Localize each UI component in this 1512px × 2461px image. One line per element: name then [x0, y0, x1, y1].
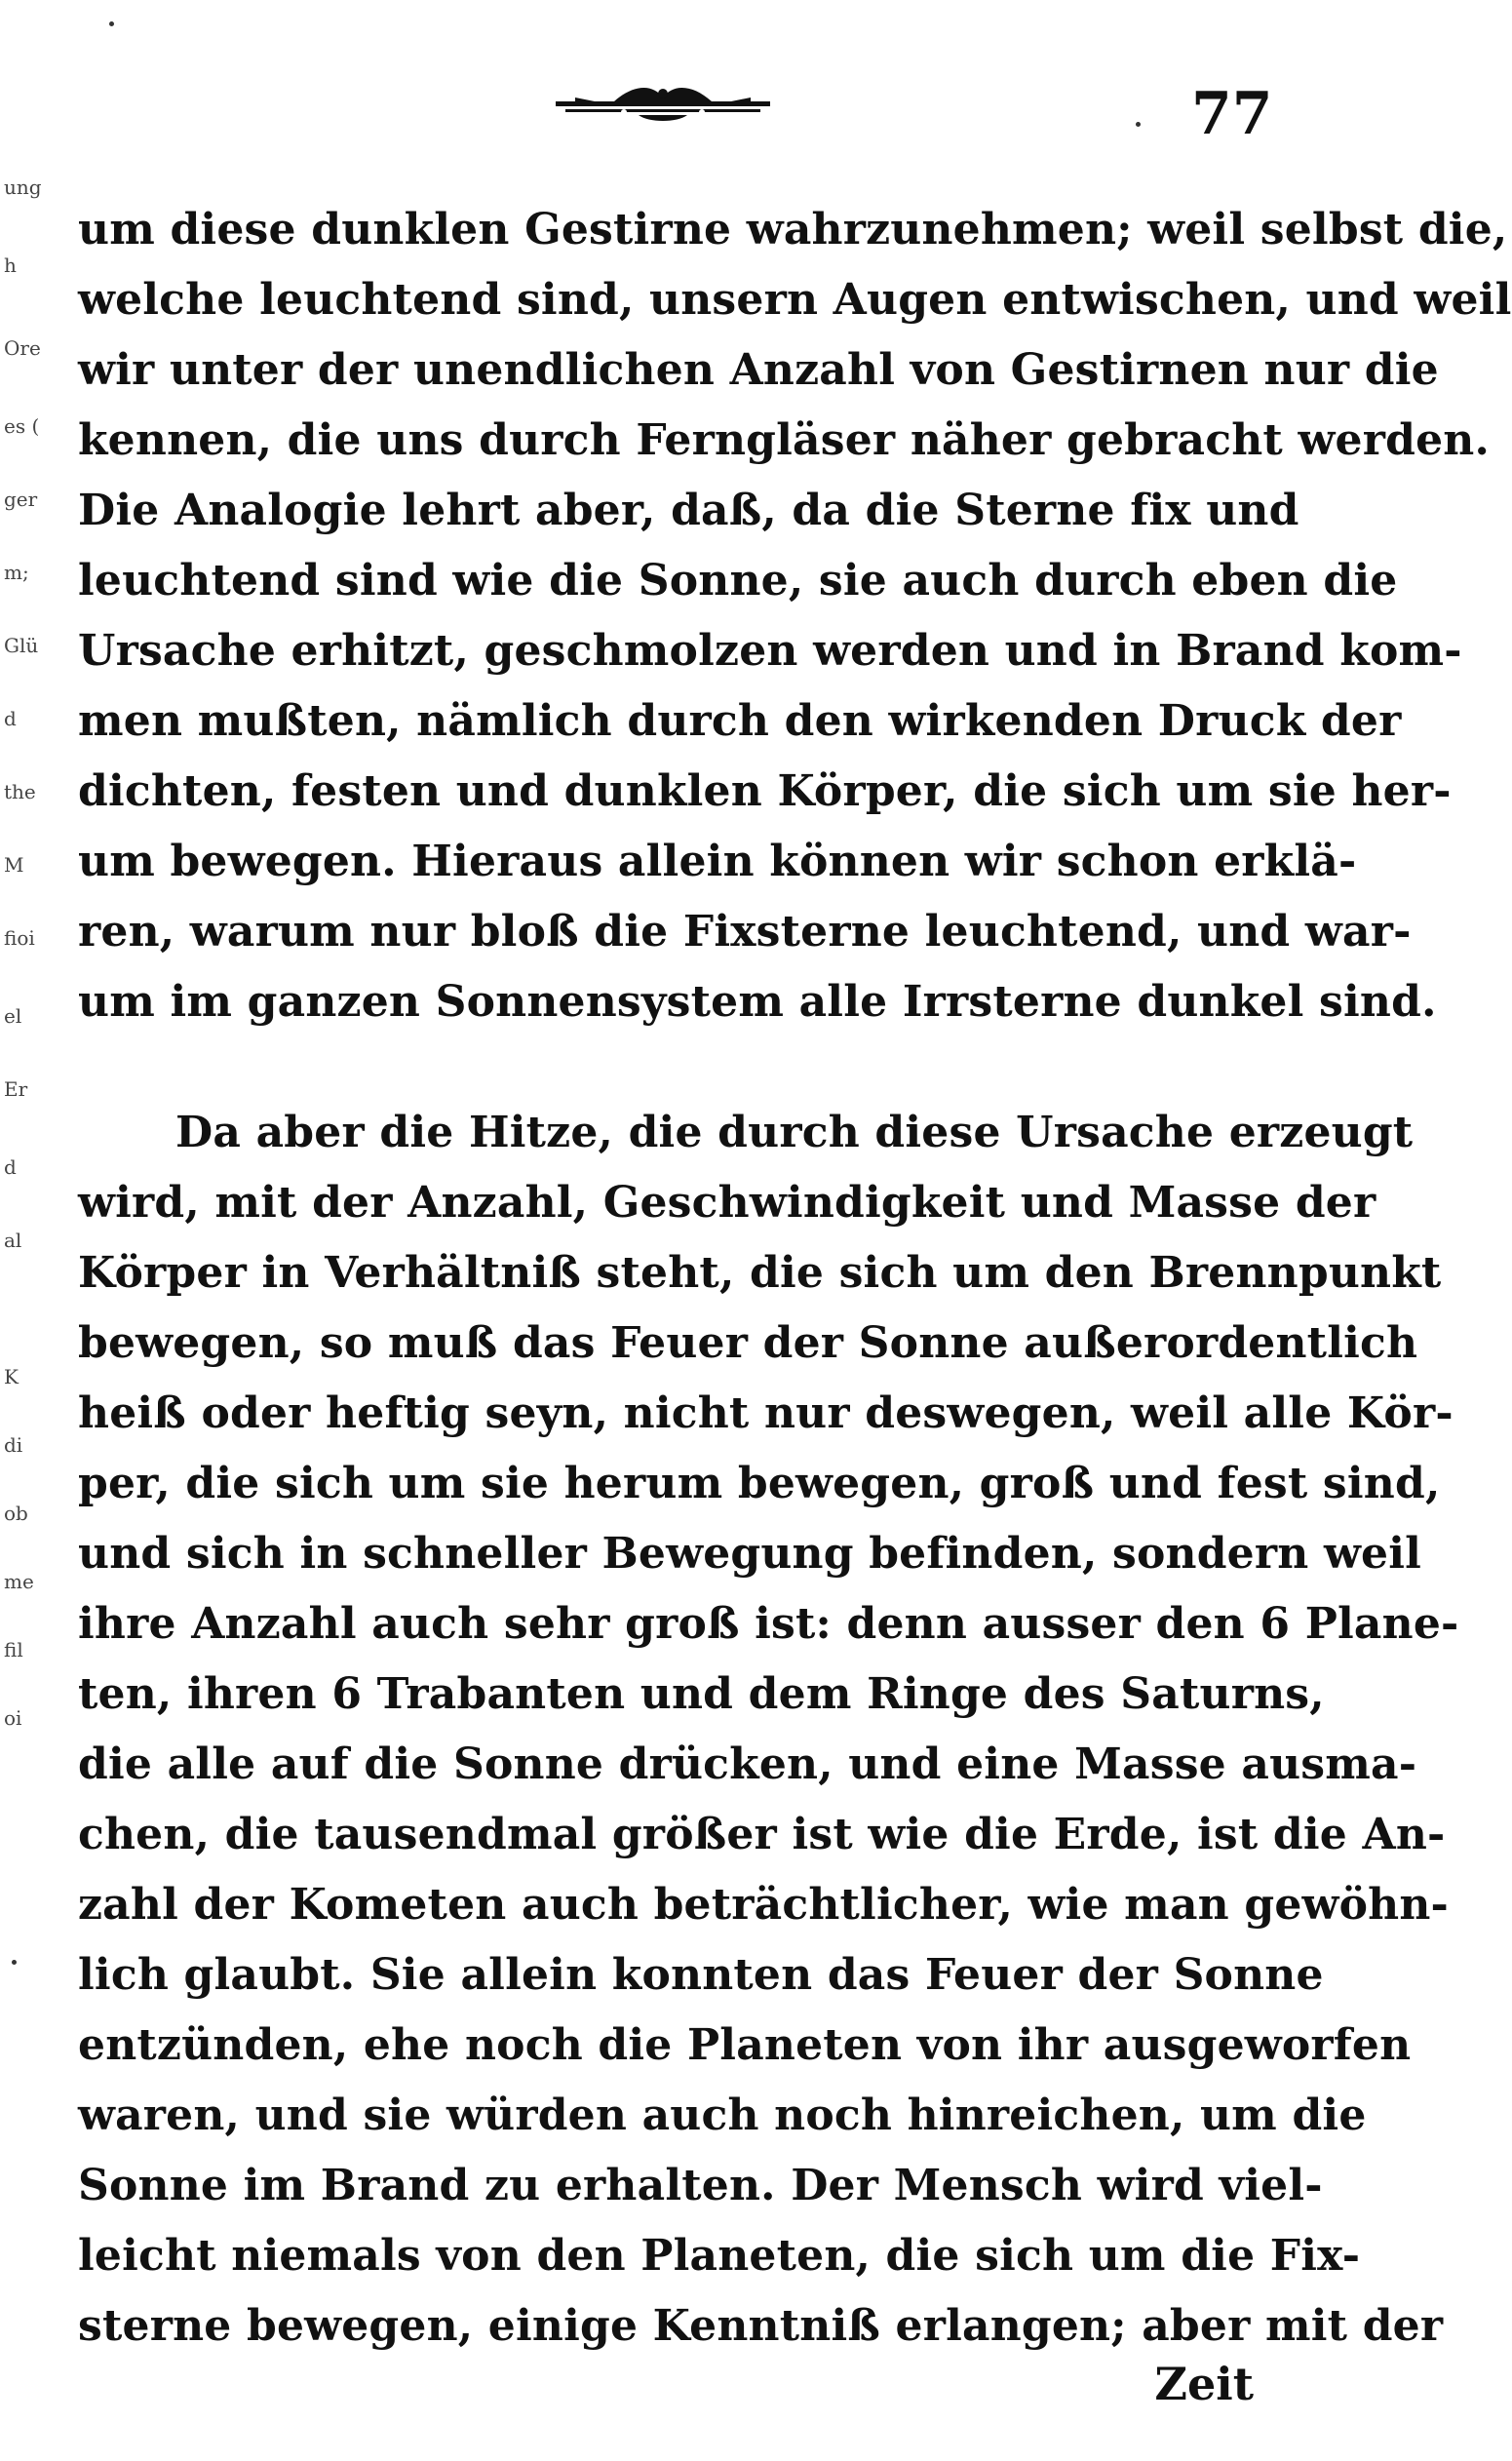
- margin-fragment: ger: [4, 488, 38, 511]
- paragraph: [78, 1098, 1459, 2362]
- margin-fragment: Glü: [4, 634, 39, 657]
- body-text: [78, 195, 1512, 2362]
- text-line: ihre Anzahl auch sehr groß ist: denn ausser den 6 Plane-: [78, 1599, 1459, 1649]
- text-line: Da aber die Hitze, die durch diese Ursache erzeugt: [175, 1108, 1414, 1157]
- text-line: um bewegen. Hieraus allein können wir schon erklä-: [78, 837, 1357, 886]
- print-speck: [109, 21, 114, 26]
- margin-fragment: es (: [4, 414, 40, 438]
- margin-fragment: al: [4, 1229, 22, 1252]
- text-line: Sonne im Brand zu erhalten. Der Mensch wird viel-: [78, 2161, 1323, 2210]
- paragraph-gap: [78, 1037, 1258, 1098]
- page-number: 77: [1191, 80, 1273, 148]
- text-line: zahl der Kometen auch beträchtlicher, wie man gewöhn-: [78, 1880, 1449, 1930]
- text-line: lich glaubt. Sie allein konnten das Feuer der Sonne: [78, 1950, 1324, 2000]
- margin-fragment: m;: [4, 561, 29, 584]
- text-line: kennen, die uns durch Ferngläser näher gebracht werden.: [78, 415, 1490, 465]
- text-line: Ursache erhitzt, geschmolzen werden und in Brand kom-: [78, 626, 1462, 676]
- print-speck: [12, 1960, 17, 1965]
- margin-fragment: Er: [4, 1077, 28, 1101]
- paragraph: [78, 195, 1512, 1037]
- print-speck: [1136, 122, 1141, 127]
- text-line: men mußten, nämlich durch den wirkenden Druck der: [78, 696, 1402, 746]
- text-line: ten, ihren 6 Trabanten und dem Ringe des Saturns,: [78, 1669, 1325, 1719]
- margin-fragment: the: [4, 780, 36, 803]
- margin-fragment: el: [4, 1004, 22, 1028]
- text-line: wir unter der unendlichen Anzahl von Gestirnen nur die: [78, 345, 1439, 395]
- margin-fragment: fioi: [4, 926, 35, 950]
- text-line: um im ganzen Sonnensystem alle Irrsterne dunkel sind.: [78, 977, 1437, 1027]
- margin-fragment: M: [4, 853, 24, 877]
- catchword: Zeit: [1154, 2358, 1254, 2410]
- text-line: bewegen, so muß das Feuer der Sonne außerordentlich: [78, 1318, 1418, 1368]
- text-line: dichten, festen und dunklen Körper, die sich um sie her-: [78, 766, 1452, 816]
- text-line: entzünden, ehe noch die Planeten von ihr ausgeworfen: [78, 2020, 1412, 2070]
- margin-fragment: Ore: [4, 336, 41, 360]
- text-line: ren, warum nur bloß die Fixsterne leuchtend, und war-: [78, 907, 1412, 957]
- margin-fragment: di: [4, 1433, 23, 1457]
- printers-ornament-icon: [556, 80, 770, 125]
- text-line: sterne bewegen, einige Kenntniß erlangen; aber mit der: [78, 2301, 1444, 2351]
- text-line: die alle auf die Sonne drücken, und eine Masse ausma-: [78, 1739, 1417, 1789]
- margin-fragment: h: [4, 254, 17, 277]
- margin-fragment: K: [4, 1365, 19, 1388]
- margin-fragment: me: [4, 1570, 34, 1593]
- text-line: leicht niemals von den Planeten, die sich um die Fix-: [78, 2231, 1361, 2281]
- text-line: und sich in schneller Bewegung befinden, sondern weil: [78, 1529, 1422, 1579]
- text-line: um diese dunklen Gestirne wahrzunehmen; weil selbst die,: [78, 205, 1508, 254]
- margin-fragment: d: [4, 707, 17, 730]
- margin-fragment: ung: [4, 176, 42, 199]
- text-line: waren, und sie würden auch noch hinreichen, um die: [78, 2090, 1367, 2140]
- text-line: chen, die tausendmal größer ist wie die Erde, ist die An-: [78, 1810, 1446, 1859]
- margin-fragment: ob: [4, 1502, 28, 1525]
- margin-fragment: oi: [4, 1706, 22, 1730]
- text-line: wird, mit der Anzahl, Geschwindigkeit und Masse der: [78, 1178, 1376, 1228]
- facing-page-margin: [0, 156, 42, 1911]
- text-line: leuchtend sind wie die Sonne, sie auch durch eben die: [78, 556, 1398, 605]
- margin-fragment: fil: [4, 1638, 23, 1661]
- margin-fragment: d: [4, 1155, 17, 1179]
- text-line: welche leuchtend sind, unsern Augen entwischen, und weil: [78, 275, 1512, 325]
- text-line: Die Analogie lehrt aber, daß, da die Sterne fix und: [78, 486, 1299, 535]
- text-line: heiß oder heftig seyn, nicht nur deswegen, weil alle Kör-: [78, 1388, 1454, 1438]
- text-line: per, die sich um sie herum bewegen, groß und fest sind,: [78, 1459, 1441, 1508]
- text-line: Körper in Verhältniß steht, die sich um den Brennpunkt: [78, 1248, 1442, 1298]
